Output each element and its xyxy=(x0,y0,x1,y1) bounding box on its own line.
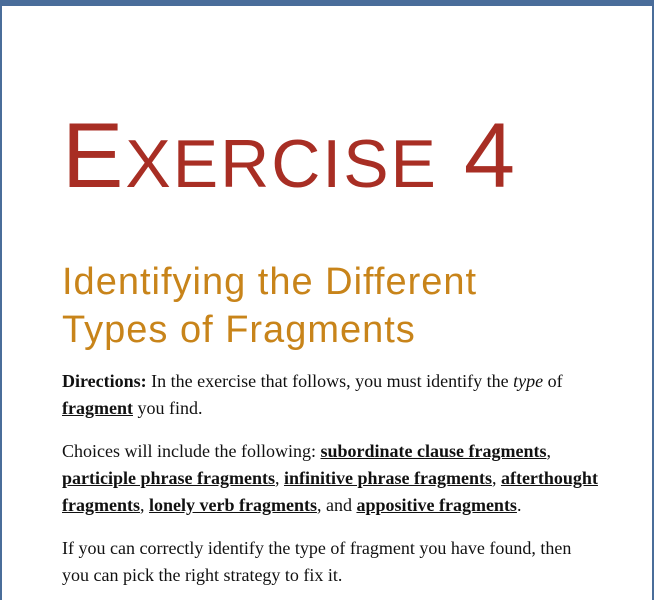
choices-separator: , xyxy=(139,495,149,515)
directions-text-1: In the exercise that follows, you must identify the xyxy=(146,371,514,391)
title-initial: E xyxy=(62,105,126,207)
closing-paragraph: If you can correctly identify the type of fragment you have found, then you can pick the right strategy to fix it. xyxy=(62,538,572,585)
choices-separator: , xyxy=(491,468,501,488)
title-rest: XERCISE xyxy=(125,126,438,202)
directions-emphasis: type xyxy=(513,371,544,391)
choice-item: infinitive phrase fragments xyxy=(283,468,492,488)
choices-intro: Choices will include the following: xyxy=(62,441,321,461)
choices-paragraph xyxy=(62,438,602,519)
choice-item: appositive fragments xyxy=(356,495,517,515)
choices-separator: , xyxy=(546,441,551,461)
directions-text-2: of xyxy=(543,371,563,391)
directions-term: fragment xyxy=(62,398,133,418)
choice-item: lonely verb fragments xyxy=(148,495,317,515)
directions-label: Directions: xyxy=(62,371,147,391)
title-number: 4 xyxy=(463,105,518,207)
section-subtitle xyxy=(62,258,602,354)
directions-text-3: you find. xyxy=(132,398,203,418)
choices-conjunction: , and xyxy=(316,495,357,515)
subtitle-line-2: Types of Fragments xyxy=(62,309,416,351)
exercise-title xyxy=(62,105,602,207)
choices-separator: , xyxy=(274,468,284,488)
choice-item: participle phrase fragments xyxy=(62,468,275,488)
document-page xyxy=(62,105,602,589)
choice-item: subordinate clause fragments xyxy=(320,441,547,461)
directions-paragraph xyxy=(62,368,602,422)
choices-end: . xyxy=(516,495,522,515)
subtitle-line-1: Identifying the Different xyxy=(62,261,478,303)
choice-item: afterthought fragments xyxy=(62,468,598,515)
